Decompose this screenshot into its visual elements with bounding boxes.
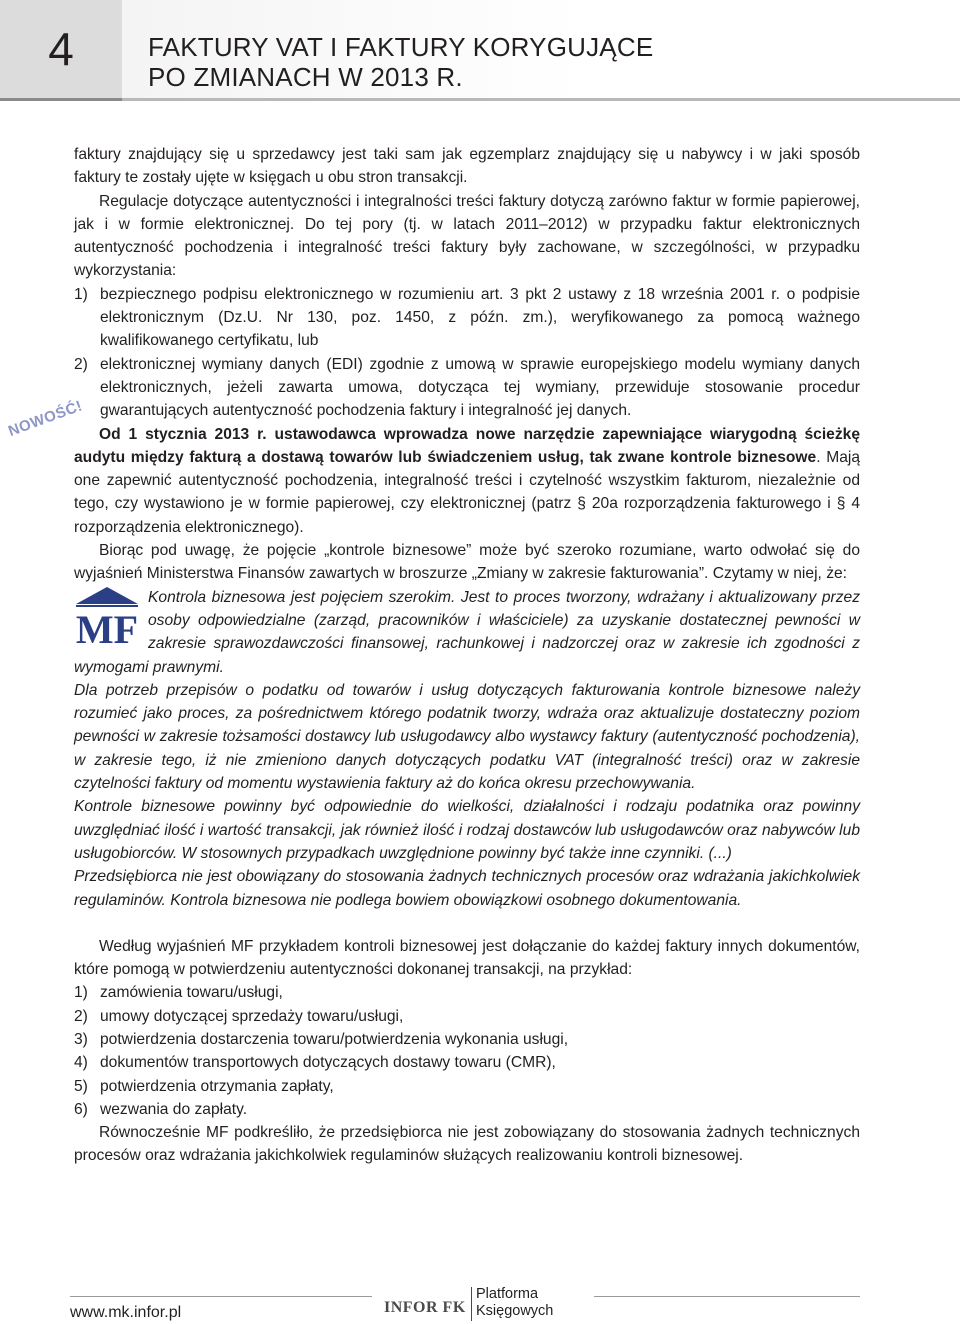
signature-methods-list — [74, 283, 860, 423]
paragraph — [74, 423, 860, 539]
mf-logo-text: MF — [75, 606, 139, 648]
list-item-number: 1) — [74, 285, 88, 303]
list-item-number: 1) — [74, 984, 88, 1002]
paragraph: Równocześnie MF podkreśliło, że przedsiębiorca nie jest zobowiązany do stosowania żadnych technicznych procesów oraz wdrażania jakichkolwiek regulaminów służących realizowaniu kontroli biznesowej. — [74, 1124, 860, 1165]
footer-rule-right — [594, 1296, 860, 1297]
list-item-text: umowy dotyczącej sprzedaży towaru/usługi, — [100, 1007, 404, 1025]
list-item — [74, 353, 860, 423]
list-item-text: zamówienia towaru/usługi, — [100, 984, 283, 1002]
list-item — [74, 1051, 860, 1074]
list-item-number: 5) — [74, 1077, 88, 1095]
page-content — [74, 143, 860, 1168]
paragraph: Regulacje dotyczące autentyczności i integralności treści faktury dotyczą zarówno faktur w formie papierowej, jak i w formie elektronicznej. Do tej pory (tj. w latach 2011–2012) w przypadku faktur elektronicznych autentyczność pochodzenia i integralność treści faktury były zachowane, w szczególności, w przypadku wykorzystania: — [74, 192, 860, 280]
list-item — [74, 1028, 860, 1051]
paragraph: Według wyjaśnień MF przykładem kontroli biznesowej jest dołączanie do każdej faktury innych dokumentów, które pomogą w potwierdzeniu autentyczności dokonanej transakcji, na przykład: — [74, 937, 860, 979]
chapter-number-text: 4 — [48, 23, 74, 75]
list-item — [74, 1005, 860, 1028]
chapter-title — [122, 0, 960, 101]
platform-line1: Platforma — [476, 1286, 539, 1302]
paragraph-rest: . Mają one zapewnić autentyczność pochodzenia, integralność treści i czytelność wszystkim fakturom, niezależnie od tego, czy wystawiono je w formie papierowej, czy elektronicznej (patrz § 20a rozporządzenia fakturowego i § 4 rozporządzenia elektronicznego). — [74, 448, 861, 536]
list-item-text: potwierdzenia dostarczenia towaru/potwierdzenia wykonania usługi, — [100, 1030, 569, 1048]
chapter-title-line1: FAKTURY VAT I FAKTURY KORYGUJĄCE — [148, 32, 654, 62]
bold-lead: Od 1 stycznia 2013 r. ustawodawca wprowadza nowe narzędzie zapewniające wiarygodną ścieżkę audytu między fakturą a dostawą towarów lub świadczeniem usług, tak zwane kontrole biznesowe — [74, 425, 860, 466]
list-item-text: elektronicznej wymiany danych (EDI) zgodnie z umową w sprawie europejskiego modelu wymiany danych elektronicznych, jeżeli zawarta umowa, dotycząca tej wymiany, przewiduje stosowanie procedur gwarantujących autentyczność pochodzenia faktury i integralność jej danych. — [100, 355, 860, 420]
mf-quote — [74, 586, 860, 912]
list-item-number: 2) — [74, 355, 88, 373]
mf-logo-graphic — [74, 586, 140, 648]
list-item — [74, 1075, 860, 1098]
spacer — [74, 912, 860, 935]
quote-paragraph: Przedsiębiorca nie jest obowiązany do stosowania żadnych technicznych procesów oraz wdrażania jakichkolwiek regulaminów. Kontrola biznesowa nie podlega bowiem obowiązkowi osobnego dokumentowania. — [74, 868, 860, 909]
footer-url[interactable]: www.mk.infor.pl — [70, 1304, 182, 1321]
quote-paragraph: Dla potrzeb przepisów o podatku od towarów i usług dotyczących fakturowania kontrole biznesowe należy rozumieć jako proces, za pośrednictwem którego podatnik tworzy, wdraża oraz aktualizuje dostateczny poziom pewności w zakresie tożsamości dostawcy lub usługodawcy albo wystawcy faktury (autentyczność pochodzenia), w zakresie tego, iż nie zmieniono danych dotyczących podatku VAT (integralność treści) oraz w zakresie czytelności faktury od momentu wystawienia faktury aż do końca okresu przechowywania. — [74, 681, 860, 793]
list-item-text: potwierdzenia otrzymania zapłaty, — [100, 1077, 334, 1095]
footer-rule-left — [70, 1296, 372, 1297]
list-item — [74, 283, 860, 353]
infor-fk-logo — [384, 1285, 584, 1323]
quote-paragraph: Kontrola biznesowa jest pojęciem szerokim. Jest to proces tworzony, wdrażany i aktualizowany przez osoby odpowiedzialne (zarząd, pracowników i właściciele) za uzyskanie dostatecznej pewności w zakresie sprawozdawczości finansowej, rachunkowej i nadzorczej oraz w zakresie ich zgodności z wymogami prawnymi. — [74, 588, 860, 676]
list-item-number: 3) — [74, 1030, 88, 1048]
infor-fk-logo-text: INFOR FK — [384, 1299, 466, 1316]
list-item-number: 4) — [74, 1054, 88, 1072]
list-item — [74, 1098, 860, 1121]
list-item-text: wezwania do zapłaty. — [100, 1100, 248, 1118]
paragraph: faktury znajdujący się u sprzedawcy jest taki sam jak egzemplarz znajdujący się u nabywcy i w jaki sposób faktury te zostały ujęte w księgach u obu stron transakcji. — [74, 146, 860, 187]
list-item-text: bezpiecznego podpisu elektronicznego w rozumieniu art. 3 pkt 2 ustawy z 18 września 2001 r. o podpisie elektronicznym (Dz.U. Nr 130, poz. 1450, z późn. zm.), weryfikowanego za pomocą ważnego kwalifikowanego certyfikatu, lub — [100, 285, 860, 350]
chapter-number — [0, 0, 122, 101]
list-item-number: 2) — [74, 1007, 88, 1025]
paragraph: Biorąc pod uwagę, że pojęcie „kontrole biznesowe” może być szeroko rozumiane, warto odwołać się do wyjaśnień Ministerstwa Finansów zawartych w broszurze „Zmiany w zakresie fakturowania”. Czytamy w niej, że: — [74, 542, 860, 583]
list-item-number: 6) — [74, 1100, 88, 1118]
quote-paragraph: Kontrole biznesowe powinny być odpowiednie do wielkości, działalności i rodzaju podatnika oraz powinny uwzględniać ilość i wartość transakcji, jak również ilość i rodzaj dostawców lub usługodawców oraz nabywców lub usługobiorców. W stosownych przypadkach uwzględnione powinny być także inne czynniki. (...) — [74, 798, 860, 862]
platform-line2: Księgowych — [476, 1303, 554, 1319]
mf-logo — [74, 586, 140, 648]
list-item-text: dokumentów transportowych dotyczących dostawy towaru (CMR), — [100, 1054, 556, 1072]
list-item — [74, 981, 860, 1004]
mf-quote-block — [74, 586, 860, 912]
logo-separator — [471, 1287, 472, 1321]
chapter-title-line2: PO ZMIANACH W 2013 R. — [148, 62, 463, 92]
new-badge-label: NOWOŚĆ! — [6, 397, 85, 440]
documents-list — [74, 981, 860, 1121]
